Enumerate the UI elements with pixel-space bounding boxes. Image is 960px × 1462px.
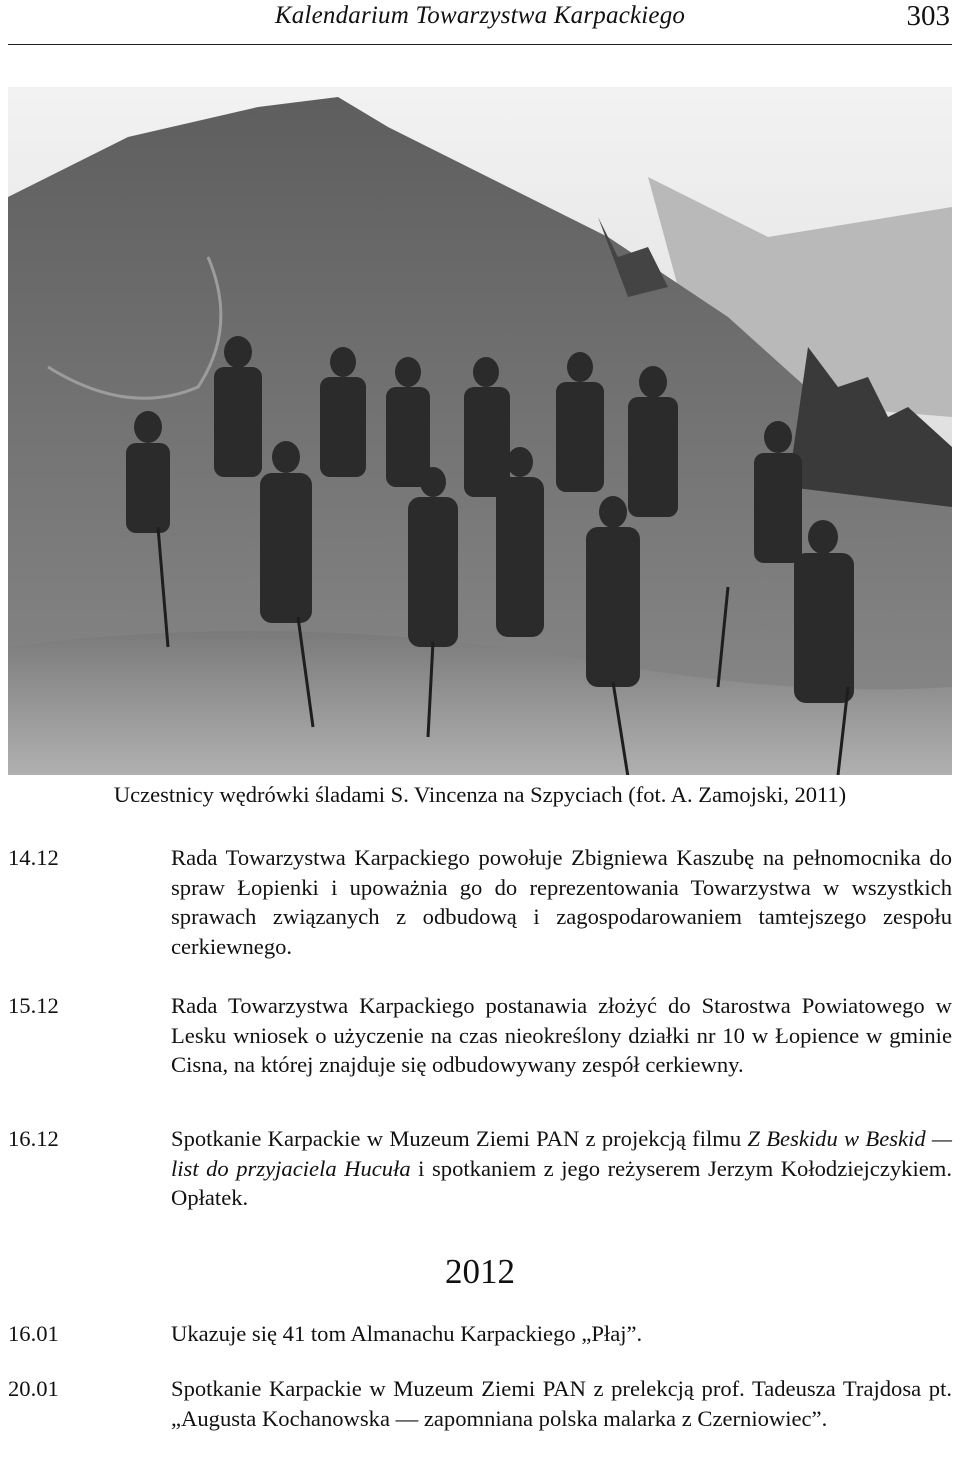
- entry-text: Spotkanie Karpackie w Muzeum Ziemi PAN z prelekcją prof. Tadeusza Trajdosa pt. „Augusta Kochanowska — zapomniana polska malarka z Czerniowiec”.: [171, 1376, 952, 1431]
- entry-text: Rada Towarzystwa Karpackiego powołuje Zbigniewa Kaszubę na pełnomocnika do spraw Łopienki i upoważnia go do reprezentowania Towarzystwa w wszystkich sprawach związanych z odbudową i zagospodarowaniem tamtejszego zespołu cerkiewnego.: [171, 845, 952, 959]
- entry-date: 20.01: [8, 1376, 59, 1401]
- calendar-entry: [8, 991, 952, 1080]
- running-title: Kalendarium Towarzystwa Karpackiego: [274, 2, 686, 29]
- entry-date: 16.12: [8, 1126, 59, 1151]
- entry-date: 15.12: [8, 993, 59, 1018]
- entry-text: Ukazuje się 41 tom Almanachu Karpackiego „Płaj”.: [171, 1321, 643, 1346]
- film-title: Z Beskidu w Beskid — list do przyjaciela Hucuła: [171, 1126, 952, 1181]
- entry-date: 16.01: [8, 1321, 59, 1346]
- calendar-entry: [8, 1124, 952, 1213]
- entry-text: Rada Towarzystwa Karpackiego postanawia złożyć do Starostwa Powiatowego w Lesku wniosek o użyczenie na czas nieokreślony działki nr 10 w Łopience w gminie Cisna, na której znajduje się odbudowywany zespół cerkiewny.: [171, 993, 952, 1077]
- entry-text-part: Spotkanie Karpackie w Muzeum Ziemi PAN z projekcją filmu: [171, 1126, 748, 1151]
- page-number: 303: [906, 0, 950, 32]
- running-header: [8, 0, 952, 45]
- hikers-photo: [8, 87, 952, 775]
- hikers-photo-graphic: [8, 87, 952, 775]
- entry-text-part: i spotkaniem z jego reżyserem Jerzym Kołodziejczykiem. Opłatek.: [171, 1155, 952, 1210]
- calendar-entry: [8, 1319, 952, 1349]
- photo-caption: Uczestnicy wędrówki śladami S. Vincenza na Szpyciach (fot. A. Zamojski, 2011): [113, 782, 847, 807]
- calendar-entry: [8, 843, 952, 961]
- entry-date: 14.12: [8, 845, 59, 870]
- calendar-entry: [8, 1374, 952, 1433]
- year-heading: 2012: [445, 1252, 515, 1291]
- entry-text: [171, 1124, 952, 1213]
